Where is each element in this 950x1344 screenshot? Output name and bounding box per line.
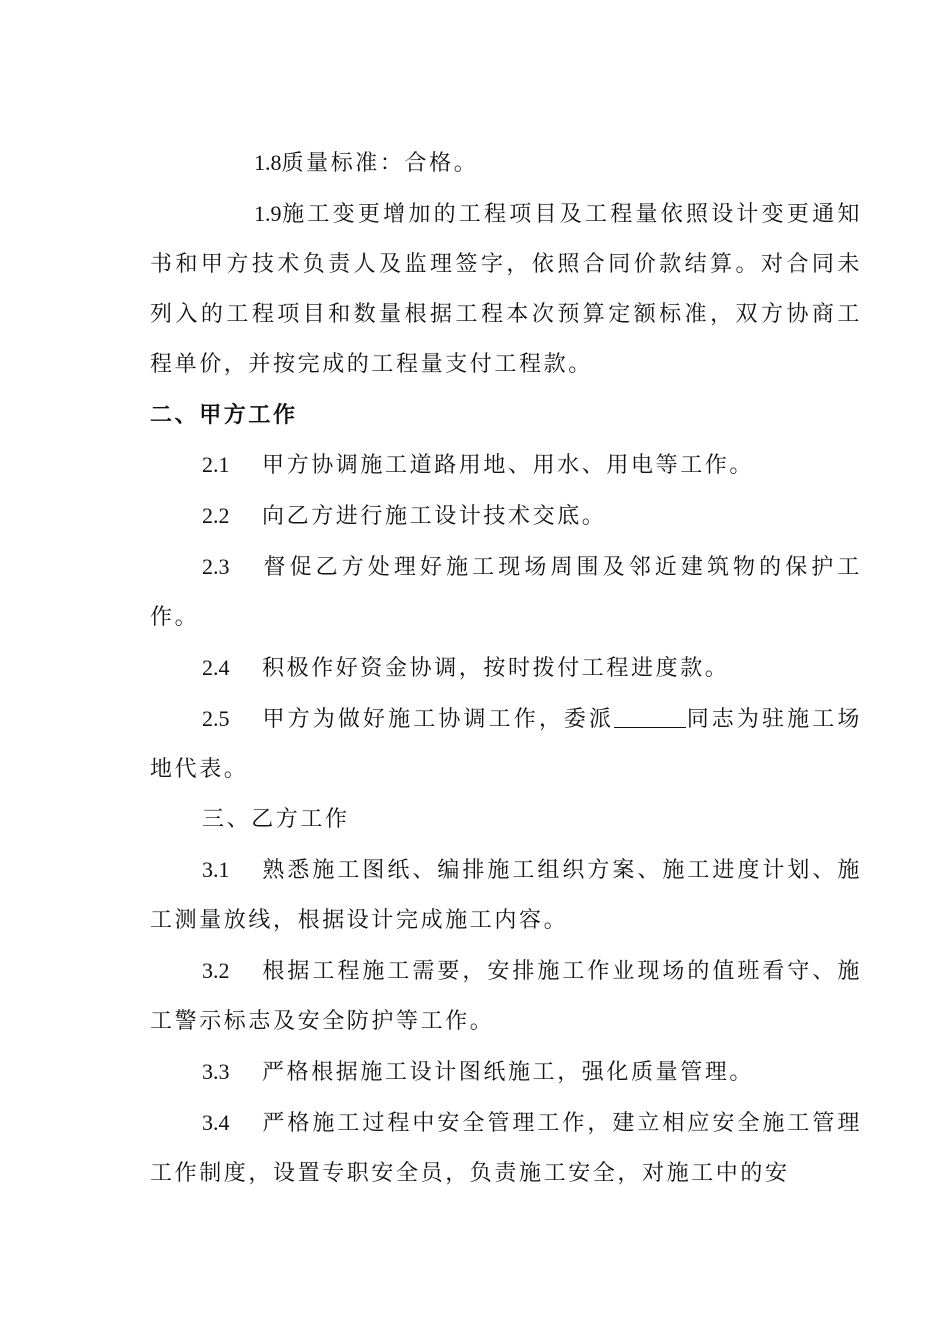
clause-text: 甲方协调施工道路用地、用水、用电等工作。 xyxy=(262,453,755,478)
clause-number: 2.5 xyxy=(202,706,230,731)
clause-number: 2.4 xyxy=(202,655,230,680)
clause-number: 2.2 xyxy=(202,503,230,528)
clause-text: 积极作好资金协调，按时拨付工程进度款。 xyxy=(262,656,730,681)
clause-number: 3.3 xyxy=(202,1059,230,1084)
clause-text: 严格施工过程中安全管理工作，建立相应安全施工管理工作制度，设置专职安全员，负责施工安全，对施工中的安 xyxy=(150,1111,862,1186)
clause-3-4 xyxy=(150,1098,862,1199)
clause-number: 3.4 xyxy=(202,1110,230,1135)
section-heading-party-b: 三、乙方工作 xyxy=(202,807,350,832)
clause-3-1 xyxy=(150,845,862,946)
clause-text: 督促乙方处理好施工现场周围及邻近建筑物的保护工作。 xyxy=(150,555,862,630)
clause-text: 根据工程施工需要，安排施工作业现场的值班看守、施工警示标志及安全防护等工作。 xyxy=(150,959,862,1034)
clause-3-3 xyxy=(150,1047,862,1098)
clause-1-9 xyxy=(150,189,862,390)
fill-in-blank xyxy=(614,705,686,728)
clause-number: 1.9 xyxy=(254,201,282,226)
clause-text: 向乙方进行施工设计技术交底。 xyxy=(262,504,607,529)
clause-2-4 xyxy=(150,643,862,694)
clause-text: 严格根据施工设计图纸施工，强化质量管理。 xyxy=(262,1060,755,1085)
clause-text: 熟悉施工图纸、编排施工组织方案、施工进度计划、施工测量放线，根据设计完成施工内容。 xyxy=(150,858,862,933)
clause-text: 同志为驻施工场地代表。 xyxy=(150,707,862,782)
clause-2-3 xyxy=(150,542,862,643)
clause-number: 2.1 xyxy=(202,452,230,477)
clause-1-8 xyxy=(150,138,862,189)
clause-3-2 xyxy=(150,946,862,1047)
document-page xyxy=(150,138,862,1199)
clause-number: 3.1 xyxy=(202,857,230,882)
clause-number: 2.3 xyxy=(202,554,230,579)
clause-2-1 xyxy=(150,440,862,491)
clause-2-5 xyxy=(150,694,862,795)
clause-text: 甲方为做好施工协调工作，委派 xyxy=(262,707,615,732)
clause-number: 3.2 xyxy=(202,958,230,983)
clause-text: 质量标准：合格。 xyxy=(281,151,479,176)
clause-number: 1.8 xyxy=(254,150,282,175)
clause-text: 施工变更增加的工程项目及工程量依照设计变更通知书和甲方技术负责人及监理签字，依照合同价款结算。对合同未列入的工程项目和数量根据工程本次预算定额标准，双方协商工程单价，并按完成的工程量支付工程款。 xyxy=(150,202,862,377)
section-heading-party-a: 二、甲方工作 xyxy=(150,402,298,428)
clause-2-2 xyxy=(150,491,862,542)
